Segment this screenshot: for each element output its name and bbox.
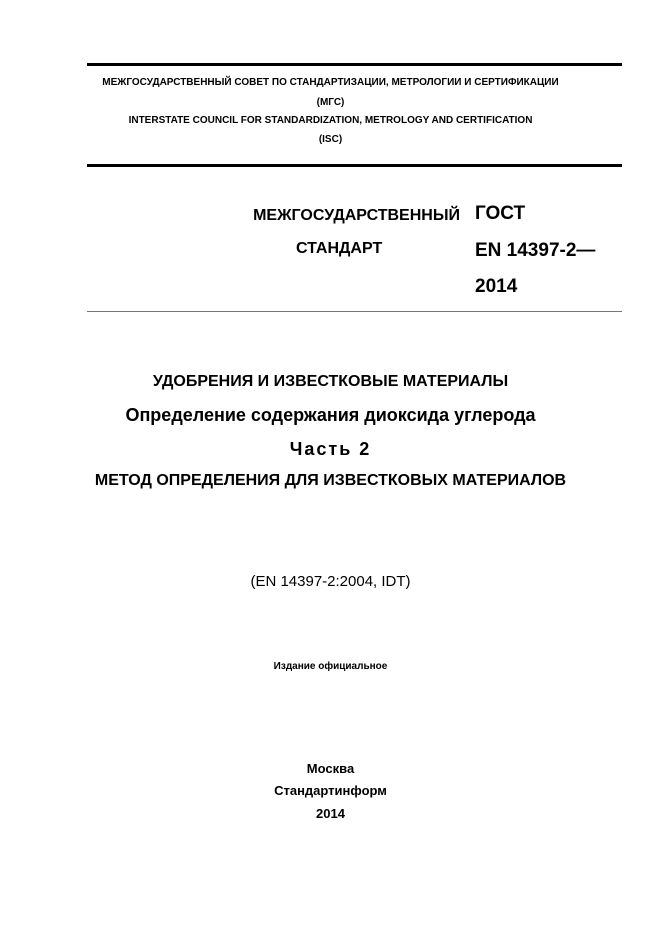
imprint-city: Москва — [306, 761, 355, 776]
title-line1: УДОБРЕНИЯ И ИЗВЕСТКОВЫЕ МАТЕРИАЛЫ — [152, 373, 509, 390]
council-name-en: INTERSTATE COUNCIL FOR STANDARDIZATION, METROLOGY AND CERTIFICATION — [128, 115, 533, 126]
standard-number: EN 14397-2— — [475, 240, 596, 261]
gost-label: ГОСТ — [475, 203, 526, 224]
standard-rule — [87, 311, 622, 312]
standard-type-line2: СТАНДАРТ — [296, 240, 383, 257]
imprint-year: 2014 — [316, 806, 345, 821]
edition-note: Издание официальное — [273, 661, 388, 672]
council-abbr-en: (ISC) — [318, 134, 343, 145]
equivalence-note: (EN 14397-2:2004, IDT) — [250, 573, 411, 590]
title-line2: Определение содержания диоксида углерода — [125, 405, 536, 425]
title-line4: МЕТОД ОПРЕДЕЛЕНИЯ ДЛЯ ИЗВЕСТКОВЫХ МАТЕРИАЛОВ — [94, 472, 567, 489]
top-rule — [87, 63, 622, 66]
title-part: Часть 2 — [289, 439, 372, 459]
council-abbr-ru: (МГС) — [316, 97, 345, 108]
council-name-ru: МЕЖГОСУДАРСТВЕННЫЙ СОВЕТ ПО СТАНДАРТИЗАЦИИ, МЕТРОЛОГИИ И СЕРТИФИКАЦИИ — [102, 77, 559, 88]
standard-type-line1: МЕЖГОСУДАРСТВЕННЫЙ — [253, 207, 460, 224]
imprint-publisher: Стандартинформ — [274, 783, 387, 798]
header-bottom-rule — [87, 164, 622, 167]
standard-year: 2014 — [475, 276, 518, 297]
